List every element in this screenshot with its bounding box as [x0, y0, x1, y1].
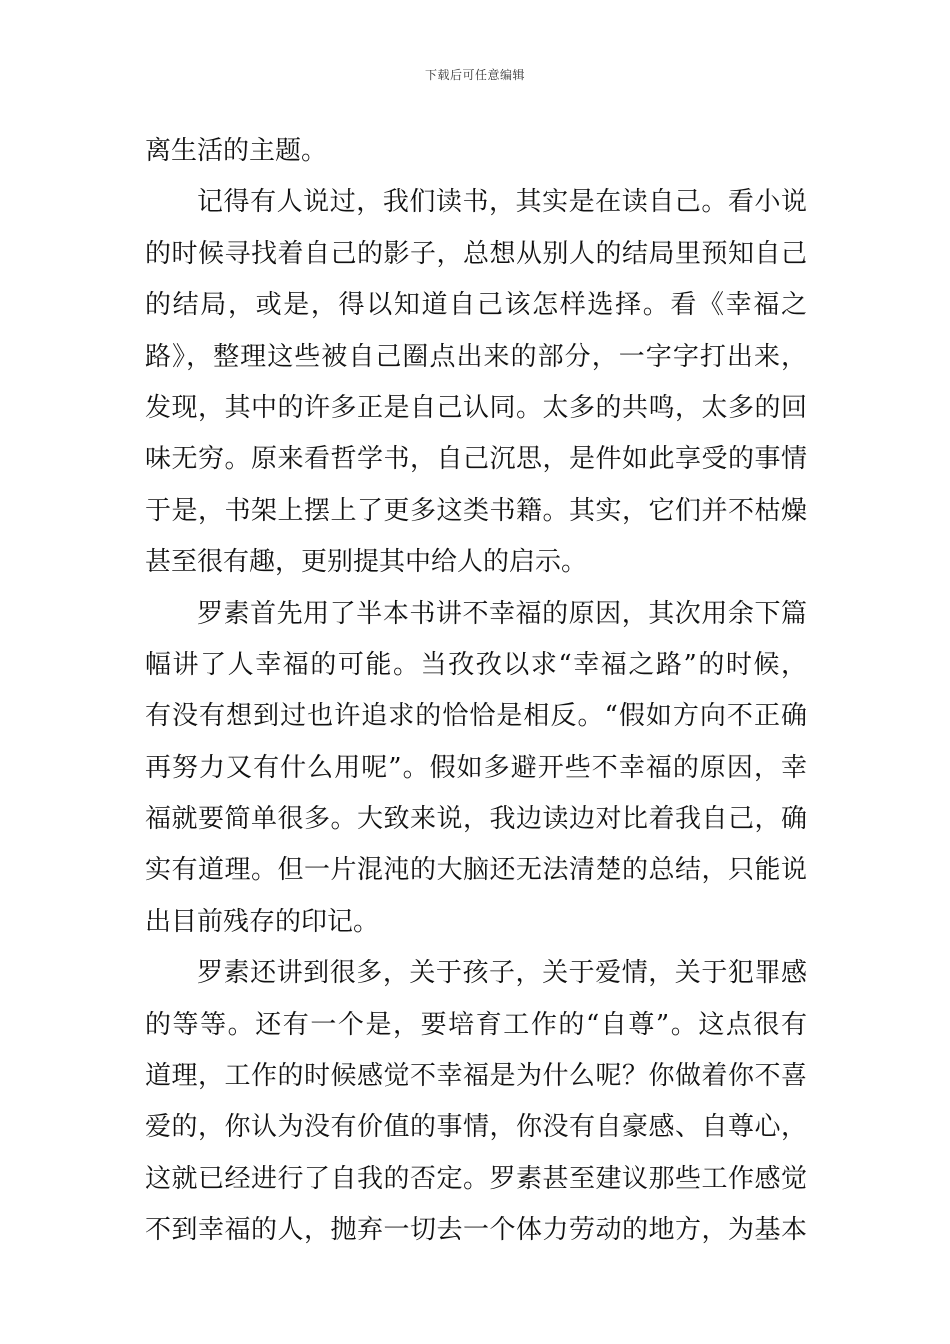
text-line: 福就要简单很多。大致来说，我边读边对比着我自己，确	[145, 804, 807, 835]
text-line: 爱的，你认为没有价值的事情，你没有自豪感、自尊心，	[145, 1112, 807, 1143]
text-line: 有没有想到过也许追求的恰恰是相反。“假如方向不正确	[145, 701, 807, 732]
text-line: 道理，工作的时候感觉不幸福是为什么呢？你做着你不喜	[145, 1061, 807, 1092]
text-line: 发现，其中的许多正是自己认同。太多的共鸣，太多的回	[145, 392, 807, 423]
text-line: 甚至很有趣，更别提其中给人的启示。	[145, 547, 588, 578]
text-line: 味无穷。原来看哲学书，自己沉思，是件如此享受的事情	[145, 444, 807, 475]
text-line: 再努力又有什么用呢”。假如多避开些不幸福的原因，幸	[145, 752, 807, 783]
text-line: 幅讲了人幸福的可能。当孜孜以求“幸福之路”的时候，	[145, 649, 807, 680]
page-header: 下载后可任意编辑	[424, 68, 525, 82]
text-line: 路》，整理这些被自己圈点出来的部分，一字字打出来，	[145, 341, 807, 372]
text-line: 出目前残存的印记。	[145, 906, 380, 937]
text-line: 于是，书架上摆上了更多这类书籍。其实，它们并不枯燥	[145, 495, 807, 526]
text-line: 的时候寻找着自己的影子，总想从别人的结局里预知自己	[145, 238, 807, 269]
text-line: 离生活的主题。	[145, 136, 328, 166]
text-line: 罗素首先用了半本书讲不幸福的原因，其次用余下篇	[197, 598, 807, 629]
text-line: 这就已经进行了自我的否定。罗素甚至建议那些工作感觉	[145, 1163, 807, 1194]
text-line: 罗素还讲到很多，关于孩子，关于爱情，关于犯罪感	[197, 958, 807, 989]
body-text	[145, 126, 807, 1257]
text-line: 的结局，或是，得以知道自己该怎样选择。看《幸福之	[145, 290, 807, 321]
text-line: 实有道理。但一片混沌的大脑还无法清楚的总结，只能说	[145, 855, 807, 886]
text-line: 记得有人说过，我们读书，其实是在读自己。看小说	[197, 187, 807, 218]
text-line: 不到幸福的人，抛弃一切去一个体力劳动的地方，为基本	[145, 1215, 807, 1246]
text-line: 的等等。还有一个是，要培育工作的“自尊”。这点很有	[145, 1009, 807, 1040]
